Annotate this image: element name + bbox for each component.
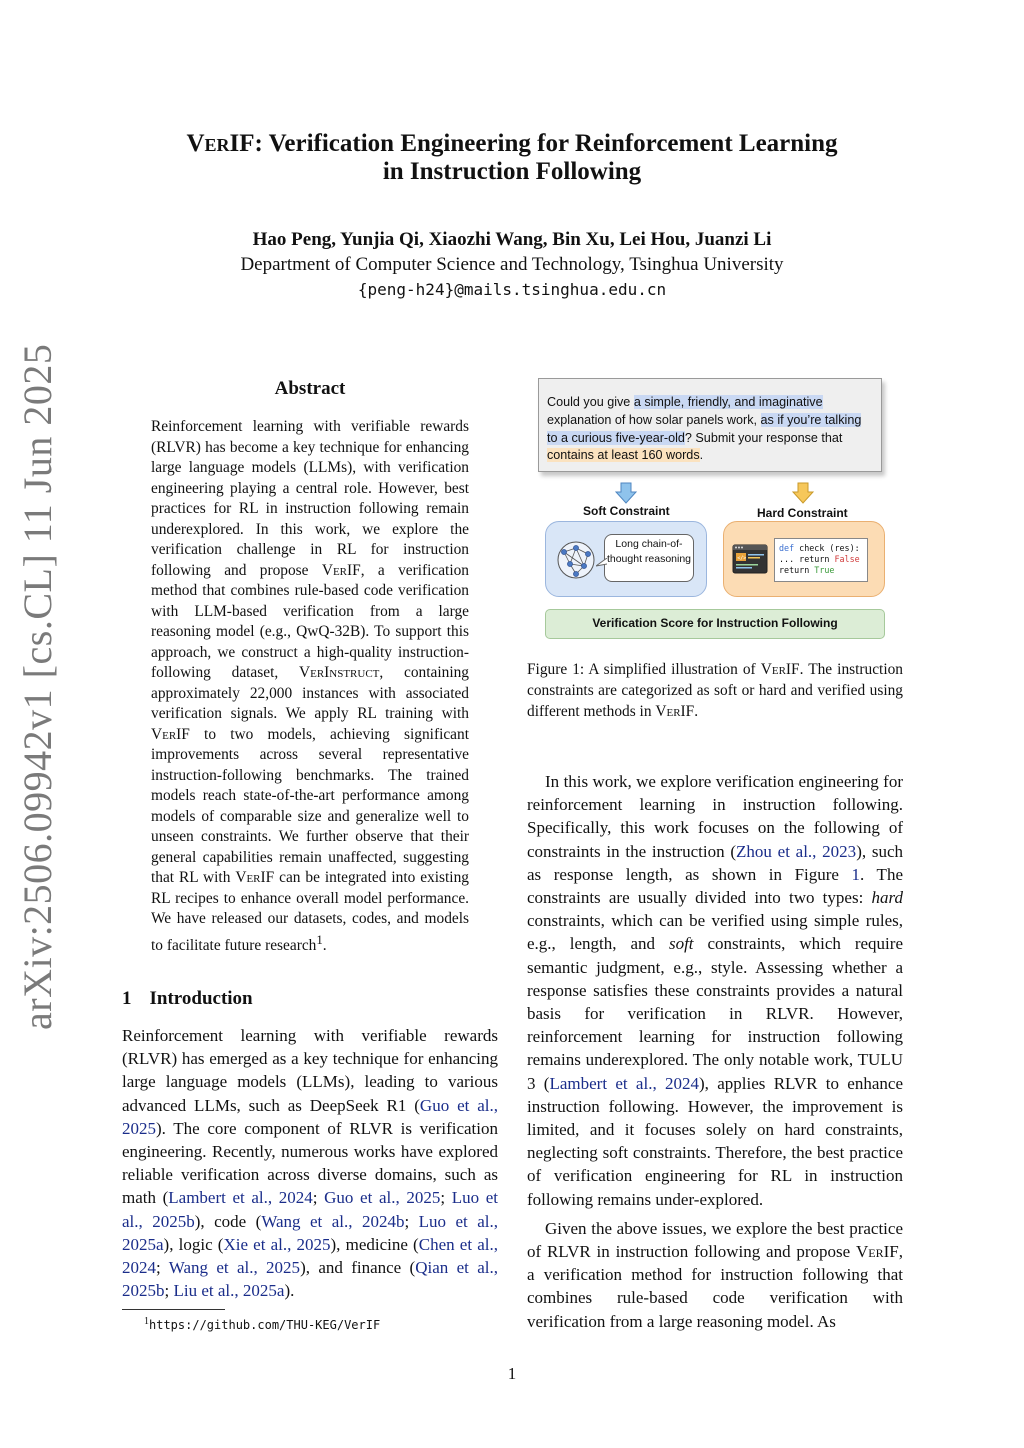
- body-text: Reinforcement learning with verifiable rewards (RLVR) has emerged as a key technique for enhancing large language models (LLMs), leading to various advanced LLMs, such as DeepSeek R1 (: [122, 1026, 498, 1115]
- abstract-text: .: [322, 936, 327, 954]
- citation-link[interactable]: Lambert et al., 2024: [549, 1073, 700, 1093]
- svg-text:</>: </>: [737, 555, 747, 562]
- code-text: check (res):: [794, 543, 860, 553]
- abstract-text: Reinforcement learning with verifiable rewards (RLVR) has become a key technique for enhancing large language models (LLMs), with verification engineering playing a central role. However, best practices for RL in instruction following remain underexplored. In this work, we explore the verification challenge in RL for instruction following and propose: [151, 418, 469, 579]
- abstract-text: , containing approximately 22,000 instances with associated verification signals. We apply RL training with: [151, 664, 469, 722]
- dataset-name: VerInstruct: [298, 664, 380, 681]
- emphasis-soft: soft: [668, 934, 694, 954]
- page-number: 1: [507, 1364, 517, 1383]
- figure-1-caption: [527, 660, 903, 722]
- code-keyword-false: False: [834, 554, 860, 564]
- code-text: ... return: [779, 554, 835, 564]
- reasoning-speech-bubble: Long chain-of-thought reasoning: [604, 534, 694, 582]
- body-text: constraints, which can be verified using simple rules, e.g., length, and: [527, 911, 903, 954]
- prompt-text: explanation of how solar panels work,: [547, 412, 761, 427]
- body-text: ).: [284, 1281, 295, 1301]
- section-title: Introduction: [149, 988, 253, 1009]
- author-email: {peng-h24}@mails.tsinghua.edu.cn: [357, 280, 667, 299]
- abstract-body: [151, 417, 469, 956]
- prompt-text: Could you give: [547, 395, 634, 409]
- citation-link[interactable]: Luo et al., 2025a: [122, 1211, 498, 1254]
- soft-constraint-highlight: as if you’re talking to a curious five-year-old: [547, 412, 862, 445]
- citation-link[interactable]: Liu et al., 2025a: [173, 1281, 285, 1301]
- prompt-text: ? Submit your response that: [684, 430, 843, 445]
- method-name: VerIF: [235, 869, 275, 886]
- paper-title: [150, 130, 874, 186]
- body-text: ;: [156, 1258, 169, 1278]
- caption-text: .: [694, 702, 699, 720]
- method-name: VerIF: [655, 702, 695, 720]
- method-name: VerIF: [151, 725, 190, 743]
- citation-link[interactable]: Wang et al., 2024b: [261, 1211, 405, 1231]
- body-text: ;: [312, 1188, 325, 1208]
- down-arrow-orange-icon: [792, 482, 814, 504]
- affiliation: Department of Computer Science and Technology, Tsinghua University: [240, 254, 784, 275]
- abstract-heading: Abstract: [274, 378, 346, 399]
- footnote-marker[interactable]: 1: [316, 932, 323, 947]
- body-text: Given the above issues, we explore the best practice of RLVR in instruction following and propose: [527, 1218, 903, 1262]
- body-text: ), code (: [194, 1211, 262, 1231]
- body-paragraph: [527, 1217, 903, 1333]
- soft-constraint-label: Soft Constraint: [583, 504, 670, 518]
- figure-ref-link[interactable]: 1: [851, 864, 861, 884]
- footnote: [144, 1316, 380, 1332]
- neural-network-icon: [554, 538, 598, 582]
- title-line1: : Verification Engineering for Reinforcement Learning: [254, 130, 838, 157]
- method-name: VerIF: [760, 661, 800, 678]
- abstract-text: can be integrated into existing RL recipes to enhance overall model performance. We have released our datasets, codes, and models to facilitate future research: [151, 869, 469, 954]
- citation-link[interactable]: Lambert et al., 2024: [168, 1188, 313, 1208]
- soft-constraint-highlight: a simple, friendly, and imaginative: [633, 395, 823, 409]
- citation-link[interactable]: Guo et al., 2025: [122, 1095, 498, 1138]
- body-text: ;: [164, 1281, 174, 1301]
- citation-link[interactable]: Wang et al., 2025: [168, 1258, 301, 1278]
- body-text: ). The core component of RLVR is verification engineering. Recently, numerous works have explored reliable verification across diverse domains, such as math (: [122, 1118, 498, 1208]
- body-text: ), medicine (: [330, 1234, 419, 1254]
- caption-text: Figure 1: A simplified illustration of: [527, 661, 761, 678]
- title-method-name: VerIF: [186, 130, 255, 157]
- body-text: constraints, which require semantic judgment, e.g., style. Assessing whether a response satisfies these constraints provides a natural basis for verification in RLVR. However, reinforcement learning for instruction following remains underexplored. The only notable work, TULU 3 (: [527, 934, 903, 1093]
- section-heading-introduction: [122, 988, 253, 1010]
- code-window-icon: [732, 544, 768, 574]
- prompt-text: .: [699, 448, 704, 463]
- code-keyword-def: def: [779, 543, 795, 553]
- method-name: VerIF: [321, 561, 361, 579]
- hard-constraint-box: [723, 521, 885, 597]
- body-paragraph: [527, 770, 903, 1211]
- instruction-prompt-box: [538, 378, 882, 472]
- body-text: ), logic (: [163, 1234, 224, 1254]
- figure-1: [527, 378, 903, 646]
- down-arrow-blue-icon: [615, 482, 637, 504]
- verification-score-bar: Verification Score for Instruction Following: [545, 609, 885, 639]
- caption-text: . The instruction constraints are categorized as soft or hard and verified using different methods in: [527, 661, 903, 720]
- section-number: 1: [122, 988, 132, 1009]
- abstract-text: to two models, achieving significant improvements across several representative instruction-following benchmarks. The trained models reach state-of-the-art performance among models of comparable size and generalize well to unseen constraints. We further observe that their general capabilities remain unaffected, suggesting that RL with: [151, 725, 469, 886]
- footnote-divider: [122, 1309, 225, 1310]
- body-text: ;: [404, 1211, 419, 1231]
- code-keyword-true: True: [814, 565, 835, 575]
- citation-link[interactable]: Xie et al., 2025: [223, 1234, 331, 1254]
- citation-link[interactable]: Qian et al., 2025b: [122, 1258, 498, 1301]
- footnote-number: 1: [144, 1316, 149, 1327]
- citation-link[interactable]: Zhou et al., 2023: [736, 841, 857, 861]
- hard-constraint-highlight: contains at least 160 words: [547, 448, 700, 463]
- title-line2: in Instruction Following: [382, 158, 642, 185]
- soft-constraint-box: [545, 521, 707, 597]
- abstract-text: , a verification method that combines rule-based code verification with LLM-based verification from a large reasoning model (e.g., QwQ-32B). To support this approach, we construct a high-quality instruction-following dataset,: [151, 561, 470, 681]
- emphasis-hard: hard: [871, 888, 903, 908]
- body-text: ), such as response length, as shown in Figure: [527, 841, 904, 884]
- body-text: ), applies RLVR to enhance instruction following. However, the improvement is limited, and it focuses solely on hard constraints, neglecting soft constraints. Therefore, the best practice of verification engineering for RL in instruction following remains under-explored.: [527, 1073, 903, 1209]
- body-text: . The constraints are usually divided into two types:: [527, 864, 903, 908]
- arxiv-stamp: arXiv:2506.09942v1 [cs.CL] 11 Jun 2025: [15, 343, 60, 1030]
- author-list: Hao Peng, Yunjia Qi, Xiaozhi Wang, Bin Xu, Lei Hou, Juanzi Li: [252, 229, 772, 250]
- method-name: VerIF: [856, 1242, 899, 1262]
- hard-constraint-label: Hard Constraint: [757, 506, 848, 520]
- citation-link[interactable]: Chen et al., 2024: [122, 1234, 498, 1278]
- body-text: ), and finance (: [300, 1258, 416, 1278]
- right-column-body: [527, 770, 903, 1333]
- body-text: In this work, we explore verification engineering for reinforcement learning in instruction following. Specifically, this work focuses on the following of constraints in the instruction (: [527, 772, 903, 861]
- body-text: ;: [440, 1188, 452, 1208]
- code-text: return: [779, 565, 815, 575]
- body-text: , a verification method for instruction following that combines rule-based code verification with verification from a large reasoning model. As: [527, 1242, 903, 1331]
- verification-code-snippet: [774, 538, 868, 582]
- introduction-paragraph: [122, 1024, 498, 1302]
- citation-link[interactable]: Luo et al., 2025b: [122, 1188, 498, 1231]
- citation-link[interactable]: Guo et al., 2025: [324, 1188, 441, 1208]
- footnote-url-link[interactable]: https://github.com/THU-KEG/VerIF: [149, 1318, 381, 1332]
- speech-bubble-tail: [596, 558, 608, 570]
